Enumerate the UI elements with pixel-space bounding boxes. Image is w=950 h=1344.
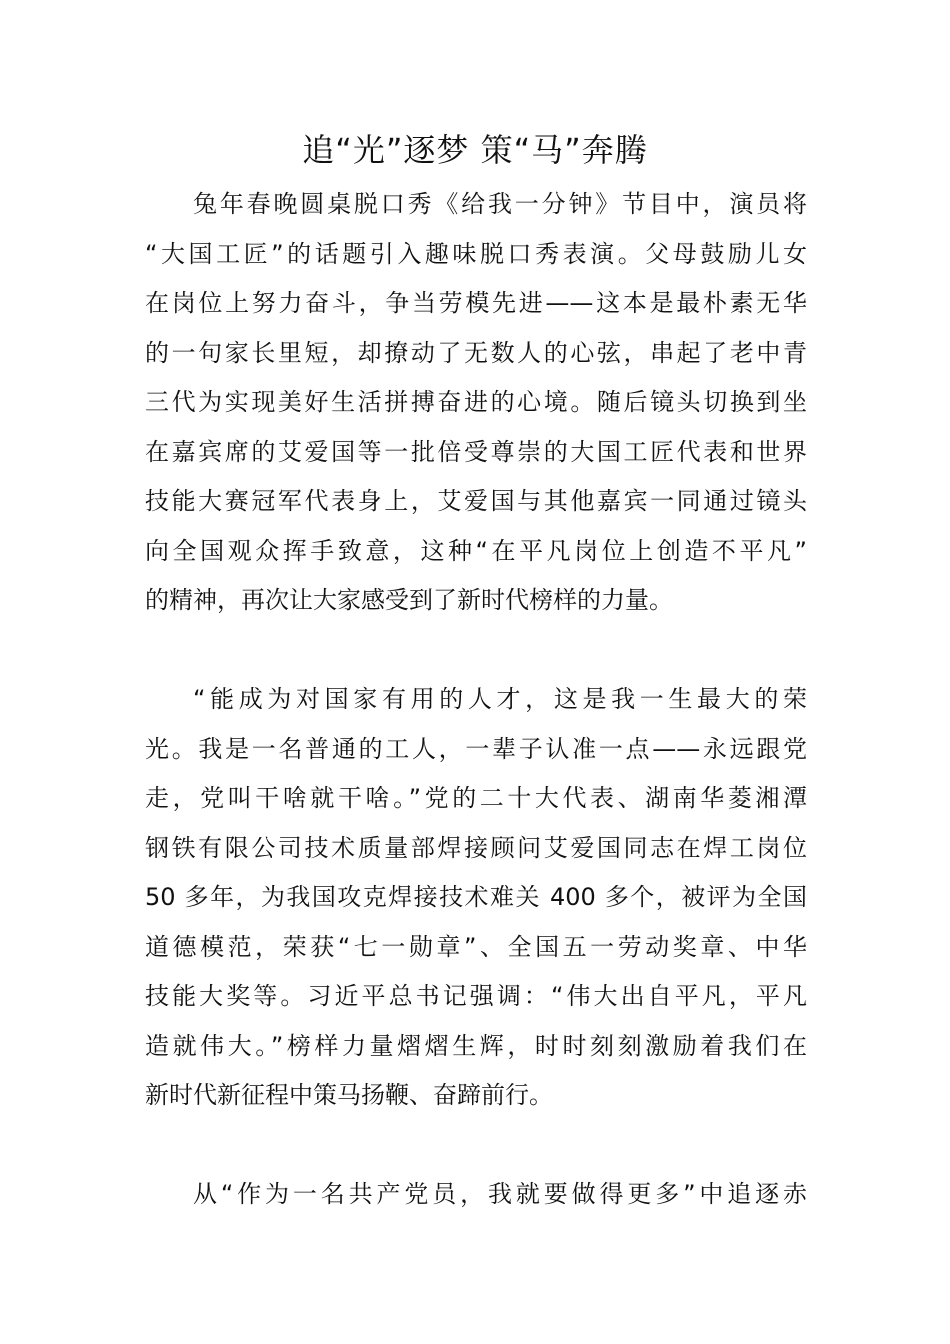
document-body	[145, 180, 807, 1220]
paragraph-1	[145, 180, 807, 626]
text-line: 50 多年，为我国攻克焊接技术难关 400 多个，被评为全国	[145, 883, 807, 911]
text-line: 走，党叫干啥就干啥。”党的二十大代表、湖南华菱湘潭	[145, 784, 807, 812]
paragraph-gap	[145, 626, 807, 676]
text-line: “大国工匠”的话题引入趣味脱口秀表演。父母鼓励儿女	[145, 239, 807, 268]
text-line: 技能大赛冠军代表身上，艾爱国与其他嘉宾一同通过镜头	[145, 487, 807, 515]
text-line: 从“作为一名共产党员，我就要做得更多”中追逐赤	[193, 1180, 807, 1208]
paragraph-3	[145, 1170, 807, 1220]
paragraph-2	[145, 675, 807, 1121]
text-line: 道德模范，荣获“七一勋章”、全国五一劳动奖章、中华	[145, 932, 807, 961]
text-line: 钢铁有限公司技术质量部焊接顾问艾爱国同志在焊工岗位	[145, 833, 807, 862]
text-line: 的精神，再次让大家感受到了新时代榜样的力量。	[145, 586, 673, 614]
text-line: 技能大奖等。习近平总书记强调：“伟大出自平凡，平凡	[145, 982, 807, 1010]
text-line: 兔年春晚圆桌脱口秀《给我一分钟》节目中，演员将	[193, 190, 807, 218]
text-line: 造就伟大。”榜样力量熠熠生辉，时时刻刻激励着我们在	[145, 1031, 807, 1060]
text-line: 在岗位上努力奋斗，争当劳模先进——这本是最朴素无华	[145, 289, 807, 317]
text-line: 的一句家长里短，却撩动了无数人的心弦，串起了老中青	[145, 338, 807, 367]
text-line: 在嘉宾席的艾爱国等一批倍受尊崇的大国工匠代表和世界	[145, 437, 807, 466]
text-line: 向全国观众挥手致意，这种“在平凡岗位上创造不平凡”	[145, 536, 807, 565]
paragraph-gap	[145, 1121, 807, 1171]
page-title: 追“光”逐梦 策“马”奔腾	[302, 131, 648, 169]
text-line: 光。我是一名普通的工人，一辈子认准一点——永远跟党	[145, 734, 807, 763]
text-line: 新时代新征程中策马扬鞭、奋蹄前行。	[145, 1081, 553, 1109]
text-line: 三代为实现美好生活拼搏奋进的心境。随后镜头切换到坐	[145, 388, 807, 416]
text-line: “能成为对国家有用的人才，这是我一生最大的荣	[193, 685, 807, 713]
